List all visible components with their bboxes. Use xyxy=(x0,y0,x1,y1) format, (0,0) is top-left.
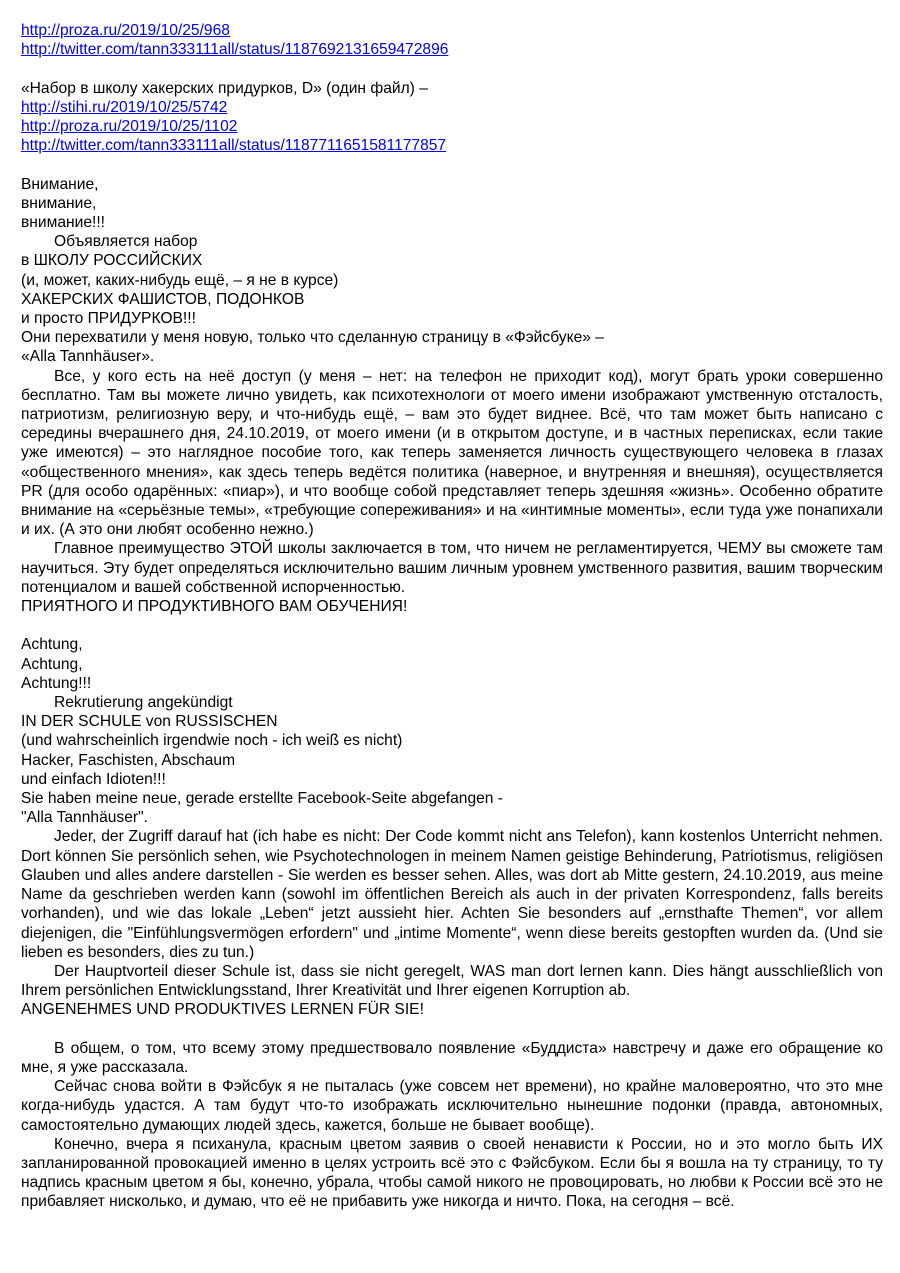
document-page xyxy=(21,21,883,1212)
de-line: Achtung!!! xyxy=(21,674,92,692)
ru-line: внимание, xyxy=(21,194,97,212)
de-line: Achtung, xyxy=(21,655,83,673)
final-paragraph-3: Конечно, вчера я психанула, красным цветом заявив о своей ненависти к России, но и это могло быть ИХ запланированной провокацией именно в целях устроить всё это с Фэйсбуком. Если бы я вошла на ту страницу, то ту надпись красным цветом я бы, конечно, убрала, чтобы самой никого не провоцировать, но любви к России всё это не прибавляет нисколько, и думаю, что её не прибавить уже никогда и ничто. Пока, на сегодня – всё. xyxy=(21,1135,883,1211)
ru-line: Объявляется набор xyxy=(54,233,198,251)
ru-line: внимание!!! xyxy=(21,214,105,231)
ru-line: в ШКОЛУ РОССИЙСКИХ xyxy=(21,252,203,270)
ru-line: и просто ПРИДУРКОВ!!! xyxy=(21,310,196,328)
ru-line: Внимание, xyxy=(21,175,99,193)
de-line: Sie haben meine neue, gerade erstellte Facebook-Seite abgefangen - xyxy=(21,790,504,808)
ru-line: Они перехватили у меня новую, только что сделанную страницу в «Фэйсбуке» – xyxy=(21,329,604,347)
de-line: IN DER SCHULE von RUSSISCHEN xyxy=(21,713,278,731)
link-twitter-1187692131659472896[interactable]: http://twitter.com/tann333111all/status/1187692131659472896 xyxy=(21,41,449,59)
spacer xyxy=(21,1020,883,1039)
final-paragraph-1: В общем, о том, что всему этому предшествовало появление «Буддиста» навстречу и даже его обращение ко мне, я уже рассказала. xyxy=(21,1039,883,1076)
link-twitter-1187711651581177857[interactable]: http://twitter.com/tann333111all/status/1187711651581177857 xyxy=(21,137,447,155)
spacer xyxy=(21,616,883,635)
de-line: Rekrutierung angekündigt xyxy=(54,694,233,712)
link-proza-968[interactable]: http://proza.ru/2019/10/25/968 xyxy=(21,22,230,39)
de-line: "Alla Tannhäuser". xyxy=(21,809,148,827)
de-closing: ANGENEHMES UND PRODUKTIVES LERNEN FÜR SIE! xyxy=(21,1001,424,1019)
ru-paragraph-1: Все, у кого есть на неё доступ (у меня – нет: на телефон не приходит код), могут брать уроки совершенно бесплатно. Там вы можете лично увидеть, как психотехнологи от моего имени изображают умственную отсталость, патриотизм, религиозную веру, и что-нибудь ещё, – вам это будет виднее. Всё, что там может быть написано с середины вчерашнего дня, 24.10.2019, от моего имени (и в открытом доступе, и в частных переписках, если такие уже имеются) – это наглядное пособие того, как теперь заменяется личность существующего человека в глазах «общественного мнения», как здесь теперь ведётся политика (наверное, и внутренняя и внешняя), осуществляется PR (для особо одарённых: «пиар»), и что вообще собой представляет теперь здешняя «жизнь». Особенно обратите внимание на «серьёзные темы», «требующие сопереживания» и на «интимные моменты», если туда уже понапихали и их. (А это они любят особенно нежно.) xyxy=(21,367,883,539)
final-paragraph-2: Сейчас снова войти в Фэйсбук я не пыталась (уже совсем нет времени), но крайне маловероятно, что это мне когда-нибудь удастся. А там будут что-то изображать исключительно нынешние подонки (правда, автономных, самостоятельно думающих людей здесь, кажется, больше не бывает вообще). xyxy=(21,1078,883,1134)
de-paragraph-1: Jeder, der Zugriff darauf hat (ich habe es nicht: Der Code kommt nicht ans Telefon), kann kostenlos Unterricht nehmen. Dort können Sie persönlich sehen, wie Psychotechnologen in meinem Namen geistige Behinderung, Patriotismus, religiösen Glauben und alles andere darstellen - Sie werden es besser sehen. Alles, was dort ab Mitte gestern, 24.10.2019, aus meine Name da geschrieben werden kann (sowohl im öffentlichen Bereich als auch in der privaten Korrespondenz, falls bereits vorhanden), und wie das lokale „Leben“ jetzt aussieht hier. Achten Sie besonders auf „ernsthafte Themen“, vor allem diejenigen, die "Einfühlungsvermögen erfordern" und „intime Momente“, wenn diese bereits gestopften wurden da. (Und sie lieben es besonders, dies zu tun.) xyxy=(21,828,883,961)
de-line: und einfach Idioten!!! xyxy=(21,770,166,788)
link-proza-1102[interactable]: http://proza.ru/2019/10/25/1102 xyxy=(21,118,238,135)
ru-line: ХАКЕРСКИХ ФАШИСТОВ, ПОДОНКОВ xyxy=(21,290,305,308)
ru-line: (и, может, каких-нибудь ещё, – я не в курсе) xyxy=(21,271,339,289)
ru-paragraph-2: Главное преимущество ЭТОЙ школы заключается в том, что ничем не регламентируется, ЧЕМУ вы сможете там научиться. Эту будет определяться исключительно вашим личным уровнем умственного развития, вашим творческим потенциалом и вашей собственной испорченностью. xyxy=(21,540,883,596)
link-stihi-5742[interactable]: http://stihi.ru/2019/10/25/5742 xyxy=(21,98,228,116)
spacer xyxy=(21,155,883,174)
de-line: Achtung, xyxy=(21,636,83,654)
de-line: (und wahrscheinlich irgendwie noch - ich weiß es nicht) xyxy=(21,732,403,750)
de-line: Hacker, Faschisten, Abschaum xyxy=(21,751,236,769)
ru-line: «Alla Tannhäuser». xyxy=(21,348,155,366)
ru-closing: ПРИЯТНОГО И ПРОДУКТИВНОГО ВАМ ОБУЧЕНИЯ! xyxy=(21,598,408,616)
nabor-title: «Набор в школу хакерских придурков, D» (один файл) – xyxy=(21,79,428,97)
de-paragraph-2: Der Hauptvorteil dieser Schule ist, dass sie nicht geregelt, WAS man dort lernen kann. Dies hängt ausschließlich von Ihrem persönlichen Entwicklungsstand, Ihrer Kreativität und Ihrer eigenen Korruption ab. xyxy=(21,962,883,1000)
spacer xyxy=(21,59,883,78)
